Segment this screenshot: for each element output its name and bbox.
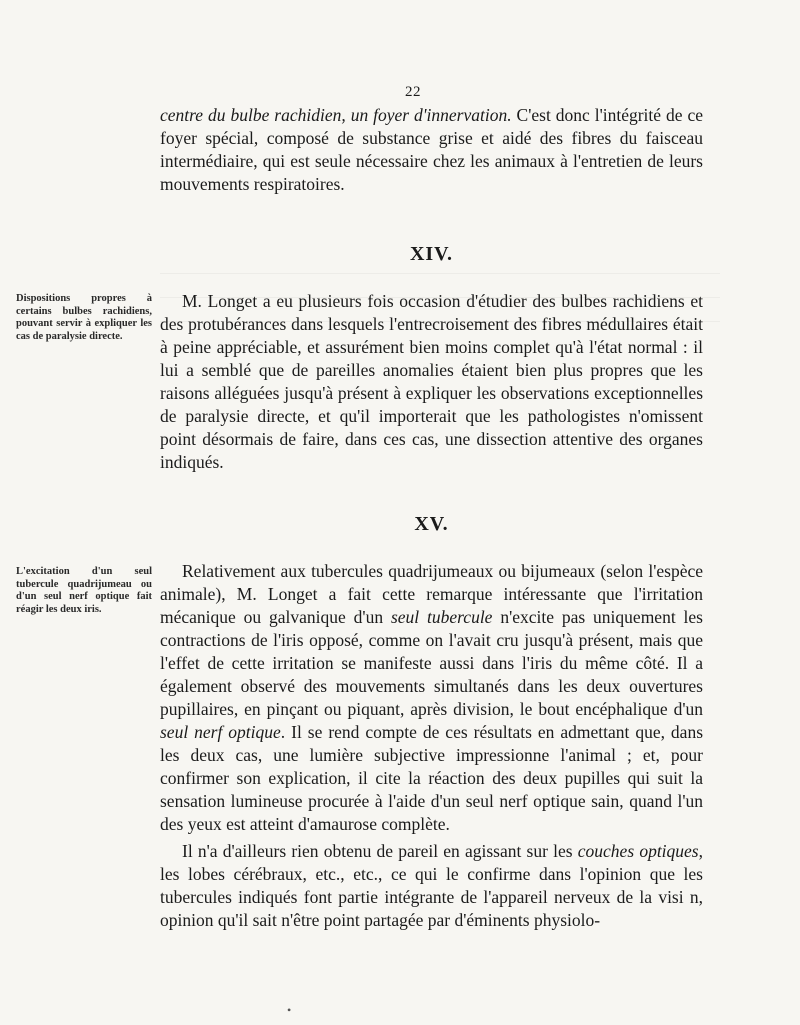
section-heading-xiv: XIV. xyxy=(409,243,454,265)
section-xv-body xyxy=(160,560,703,932)
p1-italic-seul-tubercule: seul tubercule xyxy=(390,607,493,627)
p1-text-a: Relativement aux tubercules quadrijumeaux ou bijumeaux (selon l'espèce animale), M. Longet a fait cette remarque intéressante que l'irritation mécanique ou galvanique d'un xyxy=(160,561,703,627)
intro-text: C'est donc l'intégrité de ce foyer spécial, composé de substance grise et aidé des fibres du faisceau intermédiaire, qui est seule nécessaire chez les animaux à l'entretien de leurs mouvements respiratoires. xyxy=(160,105,703,194)
section-xiv-text: M. Longet a eu plusieurs fois occasion d'étudier des bulbes rachidiens et des protubérances dans lesquels l'entrecroisement des fibres médullaires était à peine appréciable, et assurément bien moins complet qu'à l'état normal : il lui a semblé que de pareilles anomalies étaient bien plus propres que les raisons alléguées jusqu'à présent à expliquer les observations exceptionnelles de paralysie directe, et qu'il importerait que les pathologistes n'omissent point désormais de faire, dans ces cas, une dissection attentive des organes indiqués. xyxy=(160,291,703,472)
section-xv-paragraph-2 xyxy=(160,840,703,932)
section-xiv-paragraph xyxy=(160,290,703,474)
p2-text-b: , les lobes cérébraux, etc., etc., ce qui le confirme dans l'opinion que les tubercules indiqués font partie intégrante de l'appareil nerveux de la visi n, opinion qu'il sait n'être point partagée par d'éminents physiolo- xyxy=(160,841,703,930)
intro-paragraph xyxy=(160,104,703,196)
intro-italic-phrase: centre du bulbe rachidien, un foyer d'innervation. xyxy=(160,105,512,125)
p1-text-b: n'excite pas uniquement les contractions de l'iris opposé, comme on l'avait cru jusqu'à présent, mais que l'effet de cette irritation se manifeste aussi dans l'iris du même côté. Il a également observé des mouvements simultanés dans les deux ouvertures pupillaires, en pinçant ou piquant, après division, le bout encéphalique d'un xyxy=(160,607,703,719)
p1-italic-seul-nerf-optique: seul nerf optique xyxy=(160,722,281,742)
p2-italic-couches-optiques: couches optiques xyxy=(577,841,699,861)
section-heading-xv: XV. xyxy=(414,513,449,535)
margin-note-xiv: Dispositions propres à certains bulbes rachidiens, pouvant servir à expliquer les cas de paralysie directe. xyxy=(16,293,152,342)
p2-text-a: Il n'a d'ailleurs rien obtenu de pareil en agissant sur les xyxy=(182,841,578,861)
margin-note-xv: L'excitation d'un seul tubercule quadrijumeau ou d'un seul nerf optique fait réagir les deux iris. xyxy=(16,566,152,615)
print-speck: • xyxy=(287,1003,292,1017)
section-xv-paragraph-1 xyxy=(160,560,703,836)
page-number: 22 xyxy=(405,84,421,100)
p1-text-c: . Il se rend compte de ces résultats en admettant que, dans les deux cas, une lumière subjective impressionne l'animal ; et, pour confirmer son explication, il cite la réaction des deux pupilles qui suit la sensation lumineuse procurée à l'aide d'un seul nerf optique sain, quand l'un des yeux est atteint d'amaurose complète. xyxy=(160,722,703,834)
